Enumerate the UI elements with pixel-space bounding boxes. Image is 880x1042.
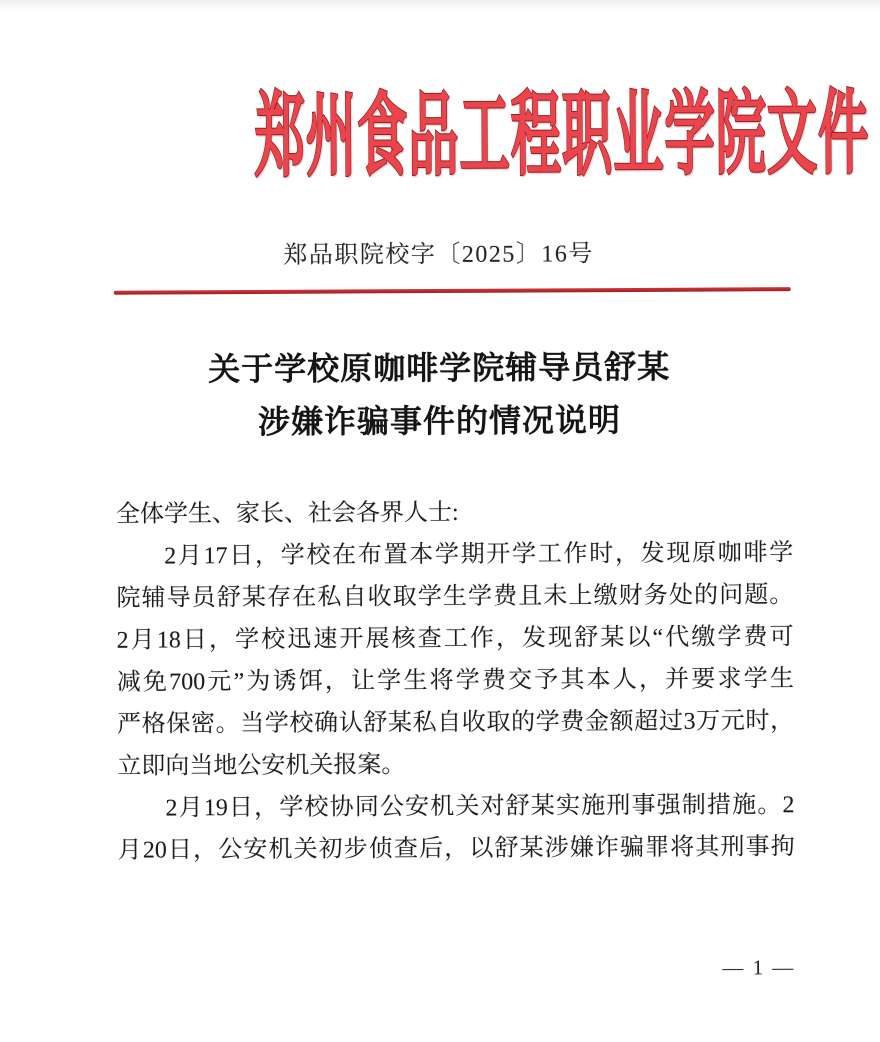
document-title [0,340,880,451]
red-separator-line [114,287,791,295]
body-line: 立即向当地公安机关报案。 [117,752,406,780]
page-number: — 1 — [722,955,796,980]
body-line: 严格保密。当学校确认舒某私自收取的学费金额超过3万元时， [116,708,795,738]
body-line: 院辅导员舒某存在私自收取学生学费且未上缴财务处的问题。 [116,582,794,612]
document-body [116,490,795,872]
body-line: 2月19日，学校协同公安机关对舒某实施刑事强制措施。2 [165,792,795,822]
body-line: 2月17日，学校在布置本学期开学工作时，发现原咖啡学 [164,540,794,570]
document-title-line-2: 涉嫌诈骗事件的情况说明 [257,402,622,440]
body-line: 月20日，公安机关初步侦查后，以舒某涉嫌诈骗罪将其刑事拘 [117,834,795,864]
document-number: 郑品职院校字〔2025〕16号 [283,241,594,269]
body-line: 减免700元”为诱饵，让学生将学费交予其本人，并要求学生 [116,666,794,696]
letterhead [0,72,878,201]
body-line-salutation: 全体学生、家长、社会各界人士: [115,499,459,528]
document-title-line-1: 关于学校原咖啡学院辅导员舒某 [208,348,671,388]
body-line: 2月18日，学校迅速开展核查工作，发现舒某以“代缴学费可 [116,624,794,654]
letterhead-title: 郑州食品工程职业学院文件 [254,82,870,188]
